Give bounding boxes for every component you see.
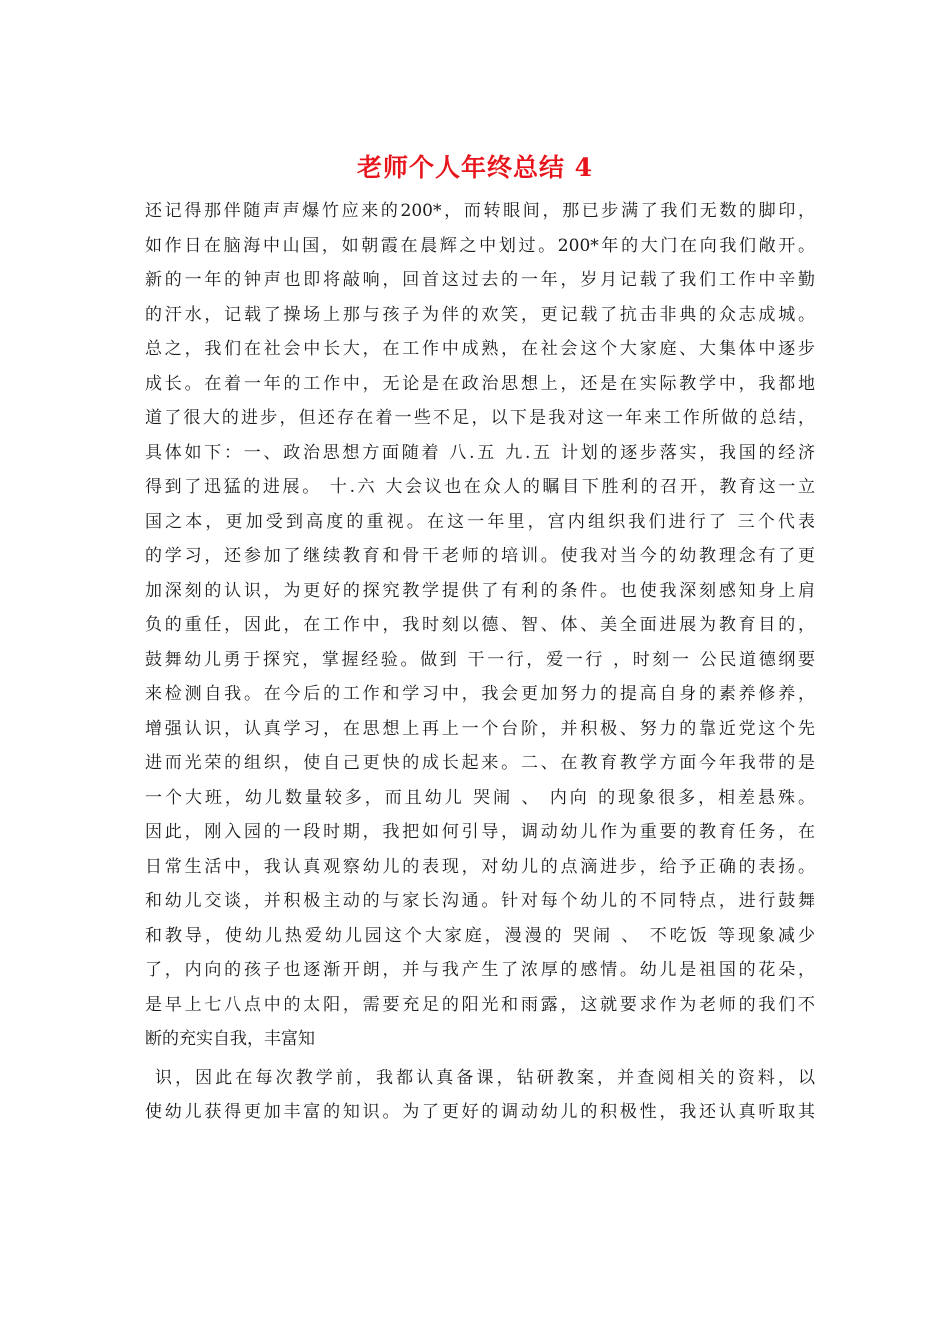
text-line: 如作日在脑海中山国，如朝霞在晨辉之中划过。200*年的大门在向我们敞开。 — [145, 235, 815, 256]
text-line: 和教导，使幼儿热爱幼儿园这个大家庭，漫漫的 哭闹 、 不吃饭 等现象减少 — [145, 925, 815, 946]
text-line: 具体如下：一、政治思想方面随着 八.五 九.五 计划的逐步落实，我国的经济 — [145, 442, 815, 463]
text-line: 是早上七八点中的太阳，需要充足的阳光和雨露，这就要求作为老师的我们不 — [145, 994, 815, 1015]
text-line: 日常生活中，我认真观察幼儿的表现，对幼儿的点滴进步，给予正确的表扬。 — [145, 856, 815, 877]
text-line: 的学习，还参加了继续教育和骨干老师的培训。使我对当今的幼教理念有了更 — [145, 546, 815, 566]
paragraph-2 — [145, 1061, 815, 1130]
text-line: 鼓舞幼儿勇于探究，掌握经验。做到 干一行，爱一行 ，时刻一 公民道德纲要 — [145, 649, 815, 670]
text-line: 来检测自我。在今后的工作和学习中，我会更加努力的提高自身的素养修养， — [145, 684, 815, 704]
text-line: 一个大班，幼儿数量较多，而且幼儿 哭闹 、 内向 的现象很多，相差悬殊。 — [145, 787, 815, 808]
document-title: 老师个人年终总结 4 — [356, 153, 594, 182]
text-line: 增强认识，认真学习，在思想上再上一个台阶，并积极、努力的靠近党这个先 — [145, 718, 815, 739]
text-line: 因此，刚入园的一段时期，我把如何引导，调动幼儿作为重要的教育任务，在 — [145, 822, 815, 842]
text-line: 进而光荣的组织，使自己更快的成长起来。二、在教育教学方面今年我带的是 — [145, 753, 815, 773]
document-body — [145, 194, 815, 1130]
text-line: 负的重任，因此，在工作中，我时刻以德、智、体、美全面进展为教育目的， — [145, 615, 815, 635]
text-line: 还记得那伴随声声爆竹应来的200*，而转眼间，那已步满了我们无数的脚印， — [145, 201, 815, 221]
text-line: 总之，我们在社会中长大，在工作中成熟，在社会这个大家庭、大集体中逐步 — [145, 339, 815, 359]
text-line: 成长。在着一年的工作中，无论是在政治思想上，还是在实际教学中，我都地 — [145, 373, 815, 394]
text-line: 识，因此在每次教学前，我都认真备课，钻研教案，并查阅相关的资料，以 — [155, 1067, 815, 1088]
text-line: 道了很大的进步，但还存在着一些不足，以下是我对这一年来工作所做的总结， — [145, 408, 815, 428]
paragraph-1 — [145, 194, 815, 1057]
text-line: 断的充实自我，丰富知 — [145, 1029, 315, 1049]
text-line: 了，内向的孩子也逐渐开朗，并与我产生了浓厚的感情。幼儿是祖国的花朵， — [145, 960, 815, 980]
text-line: 和幼儿交谈，并积极主动的与家长沟通。针对每个幼儿的不同特点，进行鼓舞 — [145, 891, 815, 911]
text-line: 使幼儿获得更加丰富的知识。为了更好的调动幼儿的积极性，我还认真听取其 — [145, 1102, 815, 1122]
text-line: 加深刻的认识，为更好的探究教学提供了有利的条件。也使我深刻感知身上肩 — [145, 580, 815, 601]
text-line: 新的一年的钟声也即将敲响，回首这过去的一年，岁月记载了我们工作中辛勤 — [145, 270, 815, 290]
text-line: 的汗水，记载了操场上那与孩子为伴的欢笑，更记载了抗击非典的众志成城。 — [145, 304, 815, 325]
text-line: 国之本，更加受到高度的重视。在这一年里，宫内组织我们进行了 三个代表 — [145, 511, 815, 532]
text-line: 得到了迅猛的进展。 十.六 大会议也在众人的瞩目下胜利的召开，教育这一立 — [145, 477, 815, 497]
